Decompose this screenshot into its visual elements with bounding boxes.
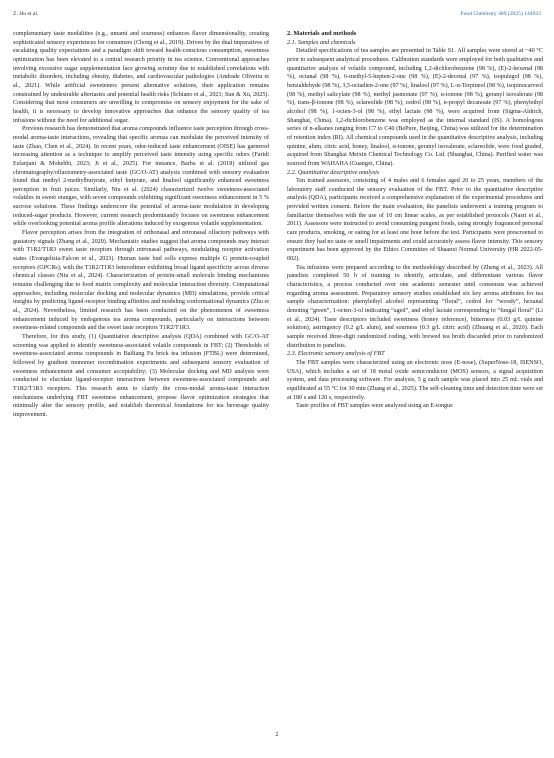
intro-paragraph-4: Therefore, for this study, (1) Quantitative descriptive analysis (QDA) combined with GC/O-AT screening was applied to identify sweetness-associated volatile compounds in FBT; (2) Thresholds of sweetness-associated aroma compounds in Bailiang Fu brick tea infusion (FTBL) were determined, followed by gradient monomer recombination experiments and subsequent sensory evaluation of sweetness enhancement and consumer acceptability; (3) Molecular docking and MD analysis were conducted to elucidate ligand-receptor interactions between sweetness-associated compounds and T1R2/T1R3 receptors. This research aims to clarify the cross-modal aroma-taste interaction mechanisms underlying FBT sweetness enhancement, propose flavor optimization strategies that minimally alter the sensory profile, and establish theoretical foundations for tea beverage quality improvement.: [13, 333, 269, 418]
right-column: [287, 30, 543, 411]
running-header: [13, 11, 541, 21]
samples-paragraph: Detailed specifications of tea samples are presented in Table S1. All samples were stored at −40 °C prior to subsequent analytical procedures. Calibration standards were employed for both qualitative and quantitative analysis of volatile compound, including 1,2-dichlorobenzene (98 %), (E)-2-hexenal (98 %), octanal (98 %), 6-methyl-5-hepten-2-one (98 %), (E)-2-decenal (97 %), isopulegol (98 %), benzaldehyde (98 %), 3,5-octadien-2-one (97 %), linalool (97 %), L-α-Terpineol (98 %), isopinocarveol (98 %), methyl salicylate (98 %), methyl jasmonate (97 %), α-ionone (98 %), geranyl isovalerate (98 %), trans-β-ionone (98 %), sclareolide (98 %), cedrol (98 %), n-propyl decanoate (97 %), phenylethyl alcohol (98 %), 1-octen-3-ol (98 %), ethyl lactate (98 %), were acquired from (Sigma-Aldrich, Shanghai, China). 1,2-dichlorobenzene was employed as the internal standard (IS). A homologous series of n-alkanes ranging from C7 to C40 (BePure, Beijing, China) was utilized for the determination of retention index (RI). All chemical compounds used in the quantitative descriptive analysis, including quinine, alum, citric acid, honey, linalool, α-ionone, geranyl isovalerate, sclareolide, were food graded, acquired from Shanghai Meixin Chemical Technology Co. Ltd. (Shanghai, China). Purified water was sourced from WAHAHA (Guangxi, China).: [287, 48, 543, 167]
section-title-materials-methods: 2. Materials and methods: [287, 30, 357, 37]
subsection-title-samples: 2.1. Samples and chemicals: [287, 38, 356, 46]
electronic-sensory-paragraph-1: The FBT samples were characterized using an electronic nose (E-nose), (SuperNose-18, ISENSO, USA), which includes a set of 18 metal oxide semiconductor (MOS) sensors, a signal acquisition system, and data processing software. For analysis, 5 g each sample was placed into 25 mL vials and equilibrated at 55 °C for 30 min (Zhang et al., 2025). The self-cleaning time and detection time were set at 180 s and 120 s, respectively.: [287, 359, 543, 401]
header-authors: Z. Hu et al.: [13, 11, 39, 17]
page-number: 2: [275, 732, 279, 738]
subsection-title-qda: 2.2. Quantitative descriptive analysis: [287, 168, 380, 176]
intro-paragraph-1: complementary taste modalities (e.g., umami and sourness) enhances flavor dimensionality, creating sophisticated sensory experiences for consumers (Chong et al., 2019). Driven by the dual imperatives of escalating quality expectations and a paradigm shift toward health-conscious consumption, sweetness optimization has been elevated to a central research priority in tea science. Conventional approaches involving excessive sugar supplementation face growing scrutiny due to established correlations with metabolic disorders, including obesity, diabetes, and cardiovascular pathologies (Andrade Oliveira et al., 2021). While artificial sweeteners present alternative solutions, their application remains constrained by undesirable aftertastes and potential health risks (Schiano et al., 2021; Sun & Xu, 2025). Considering that most consumers are unwilling to compromise on sensory enjoyment for the sake of health, it is necessary to develop innovative approaches that enhance the sensory quality of tea infusions without the need for additional sugar.: [13, 31, 269, 124]
qda-paragraph-1: Ten trained assessors, consisting of 4 males and 6 females aged 20 to 25 years, members of the laboratory staff conducted the sensory evaluation of the FBT. Prior to the quantitative descriptive analysis (QDA), participants received a comprehensive explanation of the experimental procedures and provided written consent. Before the main evaluation, the panelists underwent a training program to familiarize themselves with the use of 10 cm linear scales, as per established protocols (Nasri et al., 2011). Assessors were instructed to avoid consuming pungent foods, using strongly fragranced personal care products, smoking, or eating for at least one hour before the test. Participants were prescreened to ensure they had no taste or smell impairments and could accurately assess flavor intensity. This sensory experiment has been approved by the Ethics Committee of Shaanxi Normal University (HR 2022-05-002).: [287, 178, 543, 263]
subsection-title-electronic-sensory: 2.3. Electronic sensory analysis of FBT: [287, 350, 385, 358]
left-column: [13, 30, 269, 420]
qda-paragraph-2: Tea infusions were prepared according to the methodology described by (Zheng et al., 2023). All panelists completed 50 h of training to identify, articulate, and differentiate various flavor characteristics, a process conducted over one academic semester until consensus was achieved regarding aroma assessment. Preparatory sensory studies established six key aroma attributes for tea sample characterization: phenylethyl alcohol representing “floral”, cedrol for “woody”, hexanal denoting “green”, 1-octen-3-ol indicating “aged”, and ethyl lactate corresponding to “fungal floral” (Li et al., 2024). Taste descriptors included sweetness (honey reference), bitterness (0.03 g/L quinine solution), astringency (0.2 g/L alum), and sourness (0.3 g/L citric acid) (Zhuang et al., 2020). Each sample received three-digit randomized coding, with brewed tea broth discarded prior to randomized distribution to panelists.: [287, 264, 543, 349]
header-journal-link[interactable]: Food Chemistry 489 (2025) 144933: [460, 11, 541, 17]
intro-paragraph-2: Previous research has demonstrated that aroma compounds influence taste perception through cross-modal aroma-taste interactions, revealing that specific aromas can modulate the perceived intensity of taste (Zhao, Chen et al., 2024). In recent years, odor-induced taste enhancement (OISE) has garnered increasing attention as a technique to amplify perceived taste intensity using specific odors (Faridi Esfanjani & Mohebbi, 2023; Ji et al., 2025). For instance, Barba et al. (2018) utilized gas chromatography/olfactometry-associated taste (GC/O-AT) analysis combined with sensory evaluation found that methyl 2-methylbutyrate, ethyl butyrate, and linalool significantly enhanced sweetness perception in fruit juices. Similarly, Niu et al. (2024) characterized twelve sweetness-associated volatiles in sweet oranges, with seven compounds exhibiting significant sweetness enhancement in 5 % sucrose solutions. These findings underscore the potential of aroma-taste modulation in developing reduced-sugar products. However, current research predominantly focuses on sweetness enhancement while overlooking potential aroma profile alterations induced by exogenous volatile supplementation.: [13, 126, 269, 228]
intro-paragraph-3: Flavor perception arises from the integration of orthonasal and retronasal olfactory pathways with gustatory signals (Zhang et al., 2020). Mechanistic studies suggest that aroma compounds may interact with T1R2/T1R3 sweet taste receptors through retronasal pathways, modulating receptor activation states (Evangelista-Falcon et al., 2023). Human taste bud cells express multiple G protein-coupled receptors (GPCRs), with the T1R2/T1R3 heterodimer exhibiting broad ligand specificity across diverse chemical classes (Niu et al., 2024). Characterization of protein-small molecule binding mechanisms remains challenging due to food matrix complexity and molecular interaction diversity. Computational approaches, including molecular docking and molecular dynamics (MD) simulations, provide critical insights by predicting ligand-receptor binding affinities and modeling conformational dynamics (Zhu et al., 2024). Nevertheless, limited research has been conducted on the phenomenon of sweetness enhancement induced by endogenous tea aroma compounds, particularly on interactions between sweetness-related compounds and the sweet taste receptors T1R2/T1R3.: [13, 230, 269, 332]
electronic-sensory-paragraph-2: Taste profiles of FBT samples were analyzed using an E-tongue: [296, 403, 453, 410]
